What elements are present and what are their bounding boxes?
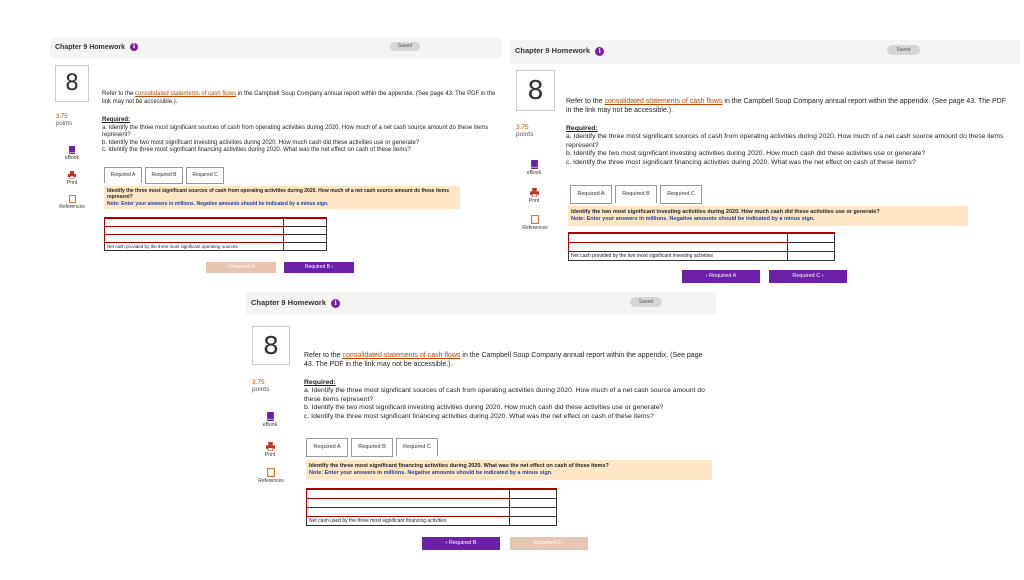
answer-name-input[interactable]: [569, 243, 788, 252]
chapter-title: Chapter 9 Homework i: [251, 298, 340, 308]
homework-panel-c: [246, 292, 716, 562]
total-label: Net cash used by the three most significant financing activities: [307, 517, 510, 526]
points-value: 3.75: [56, 114, 68, 120]
points-label: points: [56, 120, 73, 127]
next-button[interactable]: Required C ›: [769, 270, 847, 283]
tab-required-a[interactable]: Required A: [570, 185, 612, 204]
next-button[interactable]: Required B ›: [284, 262, 354, 273]
printer-icon: [68, 171, 76, 179]
required-item-c: c. Identify the three most significant financing activities during 2020. What was the net effect on cash of these items?: [102, 147, 411, 153]
book-icon: [266, 412, 275, 421]
required-item-a: a. Identify the three most significant sources of cash from operating activities during 2020. How much of a net cash source amount do these items represent?: [304, 387, 705, 403]
homework-panel-b: [510, 40, 1020, 288]
document-icon: [531, 215, 539, 224]
saved-badge: Saved: [887, 45, 920, 55]
tab-required-c[interactable]: Required C: [396, 438, 438, 456]
required-heading: Required:: [566, 125, 598, 132]
required-list: [304, 379, 714, 421]
answer-value-input[interactable]: [284, 227, 327, 235]
points: [516, 124, 533, 139]
question-number: 8: [516, 70, 555, 111]
answer-name-input[interactable]: [569, 233, 788, 243]
print-button[interactable]: Print: [58, 171, 86, 186]
printer-icon: [530, 188, 539, 197]
required-item-b: b. Identify the two most significant investing activities during 2020. How much cash did these activities use or generate?: [304, 404, 664, 412]
homework-panel-a: [50, 38, 502, 278]
required-item-c: c. Identify the three most significant financing activities during 2020. What was the net effect on cash of these items?: [304, 412, 654, 420]
book-icon: [530, 160, 539, 169]
required-item-b: b. Identify the two most significant investing activities during 2020. How much cash did these activities use or generate?: [566, 150, 926, 158]
answer-name-input[interactable]: [105, 227, 284, 235]
required-tabs: [104, 167, 227, 184]
tab-required-a[interactable]: Required A: [306, 438, 348, 457]
required-tabs: [306, 438, 441, 457]
tab-required-b[interactable]: Required B: [615, 185, 657, 203]
points-value: 3.75: [516, 124, 529, 131]
question-number: 8: [252, 326, 290, 365]
instruction-note: Note: Enter your answers in millions. Negative amounts should be indicated by a minus sign.: [107, 200, 329, 207]
required-item-c: c. Identify the three most significant financing activities during 2020. What was the net effect on cash of these items?: [566, 158, 916, 166]
answer-name-input[interactable]: [105, 218, 284, 227]
ebook-button[interactable]: eBook: [519, 160, 549, 176]
required-heading: Required:: [304, 379, 336, 386]
instruction-text: Identify the three most significant sources of cash from operating activities during 2020. How much of a net cash source amount do these items represent?: [107, 188, 450, 201]
instruction-note: Note: Enter your answers in millions. Negative amounts should be indicated by a minus sign.: [571, 215, 815, 222]
tab-required-b[interactable]: Required B: [351, 438, 393, 457]
header-bar: [246, 292, 716, 314]
prev-button[interactable]: ‹ Required A: [682, 270, 760, 283]
answer-name-input[interactable]: [307, 499, 510, 508]
total-value-input[interactable]: [788, 252, 835, 261]
header-bar: [510, 40, 1020, 64]
info-icon[interactable]: i: [595, 47, 604, 56]
answer-value-input[interactable]: [510, 499, 557, 508]
answer-name-input[interactable]: [307, 489, 510, 499]
answer-value-input[interactable]: [284, 218, 327, 227]
required-item-a: a. Identify the three most significant sources of cash from operating activities during 2020. How much of a net cash source amount do these items represent?: [102, 124, 489, 138]
answer-value-input[interactable]: [284, 235, 327, 243]
book-icon: [68, 146, 76, 154]
required-list: [566, 125, 1016, 167]
answer-value-input[interactable]: [788, 233, 835, 243]
tab-required-b[interactable]: Required B: [145, 167, 183, 184]
prev-button[interactable]: ‹ Required B: [422, 537, 500, 550]
answer-table: [568, 232, 835, 261]
answer-table: [104, 217, 327, 251]
tab-required-c[interactable]: Required C: [660, 185, 702, 204]
saved-badge: Saved: [630, 297, 662, 307]
answer-value-input[interactable]: [788, 243, 835, 252]
document-icon: [69, 195, 76, 203]
points-value: 3.75: [252, 379, 265, 386]
tab-required-a[interactable]: Required A: [104, 167, 142, 183]
cash-flows-link[interactable]: consolidated statements of cash flows: [342, 352, 461, 359]
total-label: Net cash provided by the three most significant operating sources: [105, 243, 284, 251]
header-bar: [50, 38, 502, 58]
prev-button[interactable]: ‹ Required A: [206, 262, 276, 273]
print-button[interactable]: Print: [255, 442, 285, 458]
references-button[interactable]: References: [54, 195, 90, 210]
required-heading: Required:: [102, 117, 131, 123]
instruction-box: [104, 186, 460, 209]
required-item-b: b. Identify the two most significant investing activities during 2020. How much cash did these activities use or generate?: [102, 139, 420, 146]
saved-badge: Saved: [390, 42, 420, 51]
tab-required-c[interactable]: Required C: [186, 167, 224, 184]
info-icon[interactable]: i: [130, 43, 138, 51]
answer-value-input[interactable]: [510, 489, 557, 499]
chapter-title: Chapter 9 Homework i: [515, 46, 604, 56]
required-tabs: [570, 185, 705, 204]
references-button[interactable]: References: [515, 215, 555, 231]
print-button[interactable]: Print: [519, 188, 549, 204]
points-label: points: [516, 131, 534, 139]
question-intro: Refer to the consolidated statements of cash flows in the Campbell Soup Company annual report within the appendix. (See page 43. The PDF in the link may not be accessible.).: [102, 91, 496, 105]
instruction-box: [568, 206, 968, 226]
total-value-input[interactable]: [510, 517, 557, 526]
ebook-button[interactable]: eBook: [255, 412, 285, 428]
instruction-text: Identify the two most significant investing activities during 2020. How much cash did these activities use or generate?: [571, 209, 880, 215]
points: [252, 379, 269, 394]
answer-name-input[interactable]: [307, 508, 510, 517]
next-button[interactable]: Required C ›: [510, 537, 588, 550]
question-intro: Refer to the consolidated statements of cash flows in the Campbell Soup Company annual report within the appendix. (See page 43. The PDF in the link may not be accessible.).: [304, 352, 703, 368]
instruction-text: Identify the three most significant financing activities during 2020. What was the net effect on cash of these items?: [309, 463, 609, 469]
required-list: [102, 117, 502, 155]
question-intro: Refer to the consolidated statements of cash flows in the Campbell Soup Company annual report within the appendix. (See page 43. The PDF in the link may not be accessible.).: [566, 98, 1006, 114]
required-item-a: a. Identify the three most significant sources of cash from operating activities during 2020. How much of a net cash source amount do these items represent?: [566, 133, 1004, 149]
answer-name-input[interactable]: [105, 235, 284, 243]
points: [56, 114, 72, 128]
cash-flows-link[interactable]: consolidated statements of cash flows: [604, 98, 723, 105]
chapter-title: Chapter 9 Homework i: [55, 43, 138, 51]
ebook-button[interactable]: eBook: [58, 146, 86, 161]
printer-icon: [266, 442, 275, 451]
info-icon[interactable]: i: [331, 299, 340, 308]
question-number: 8: [55, 65, 89, 102]
answer-value-input[interactable]: [510, 508, 557, 517]
total-value-input[interactable]: [284, 243, 327, 251]
document-icon: [267, 468, 275, 477]
total-label: Net cash provided by the two most significant investing activities: [569, 252, 788, 261]
answer-table: [306, 488, 557, 526]
instruction-box: [306, 460, 712, 480]
cash-flows-link[interactable]: consolidated statements of cash flows: [135, 91, 237, 97]
references-button[interactable]: References: [251, 468, 291, 484]
instruction-note: Note: Enter your answers in millions. Negative amounts should be indicated by a minus sign.: [309, 469, 553, 476]
points-label: points: [252, 386, 270, 394]
